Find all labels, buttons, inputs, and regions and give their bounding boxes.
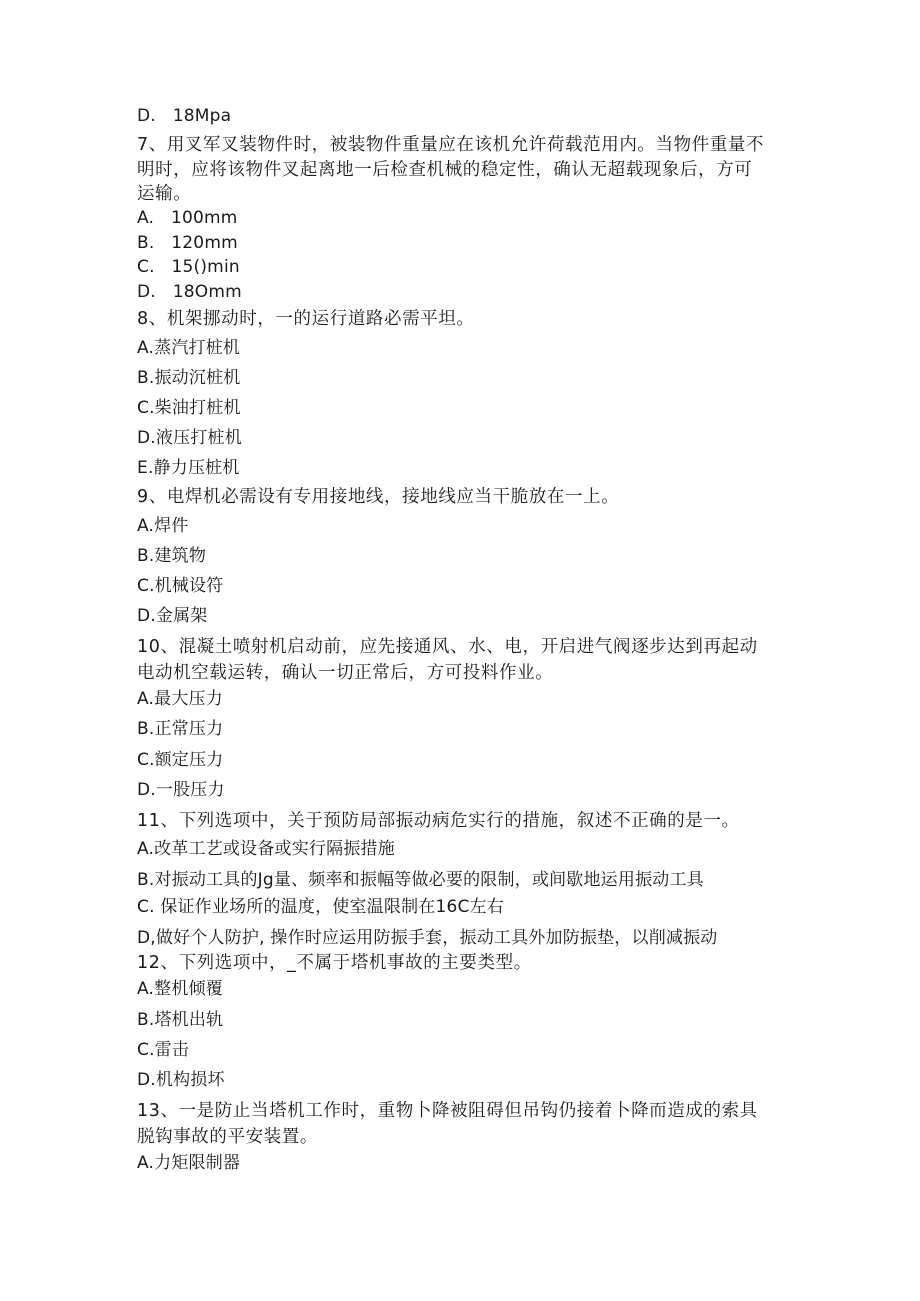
option-line: D. 18Mpa: [137, 106, 232, 126]
option-line: B.对振动工具的Jg量、频率和振幅等做必要的限制，或间歇地运用振动工具: [137, 870, 704, 890]
option-line: A.改革工艺或设备或实行隔振措施: [137, 839, 395, 859]
option-line: A.焊件: [137, 516, 189, 536]
question-10-line-2: 电动机空载运转，确认一切正常后，方可投料作业。: [137, 663, 554, 683]
question-10-line-1: 10、混凝土喷射机启动前，应先接通风、水、电，开启进气阀逐步达到再起动: [137, 637, 758, 657]
option-line: E.静力压桩机: [137, 458, 240, 478]
option-line: C.机械设符: [137, 576, 224, 596]
option-line: C. 保证作业场所的温度，使室温限制在16C左右: [137, 897, 504, 917]
option-line: A. 100mm: [137, 208, 238, 228]
option-line: C. 15()min: [137, 257, 240, 277]
option-line: A.力矩限制器: [137, 1153, 241, 1173]
option-line: B. 120mm: [137, 233, 238, 253]
question-13-line-2: 脱钩事故的平安装置。: [137, 1127, 318, 1147]
question-13-line-1: 13、一是防止当塔机工作时，重物卜降被阻碍但吊钩仍接着卜降而造成的索具: [137, 1101, 758, 1121]
question-7-line-1: 7、用叉军叉装物件时，被装物件重量应在该机允许荷载范用内。当物件重量不: [137, 135, 765, 155]
option-line: A.最大压力: [137, 689, 223, 709]
option-line: A.蒸汽打桩机: [137, 338, 241, 358]
option-line: D. 18Omm: [137, 282, 242, 302]
option-line: B.正常压力: [137, 719, 224, 739]
option-line: B.建筑物: [137, 546, 207, 566]
option-line: B.振动沉桩机: [137, 368, 241, 388]
option-line: D.一股压力: [137, 780, 225, 800]
option-line: A.整机倾覆: [137, 979, 223, 999]
option-line: C.柴油打桩机: [137, 398, 241, 418]
option-line: D.机构损坏: [137, 1070, 225, 1090]
question-11: 11、下列选项中，关于预防局部振动病危实行的措施，叙述不正确的是一。: [137, 811, 740, 831]
option-line: D.金属架: [137, 606, 208, 626]
option-line: D,做好个人防护, 操作时应运用防振手套，振动工具外加防振垫，以削减振动: [137, 928, 718, 948]
option-line: C.额定压力: [137, 750, 224, 770]
option-line: D.液压打桩机: [137, 428, 242, 448]
option-line: C.雷击: [137, 1040, 190, 1060]
question-12: 12、下列选项中，_不属于塔机事故的主要类型。: [137, 953, 532, 973]
question-7-line-3: 运输。: [137, 184, 192, 204]
option-line: B.塔机出轨: [137, 1010, 224, 1030]
question-7-line-2: 明时，应将该物件叉起离地一后检查机械的稳定性，确认无超载现象后，方可: [137, 160, 753, 180]
question-9: 9、电焊机必需设有专用接地线，接地线应当干脆放在一上。: [137, 487, 620, 507]
question-8: 8、机架挪动时，一的运行道路必需平坦。: [137, 309, 475, 329]
